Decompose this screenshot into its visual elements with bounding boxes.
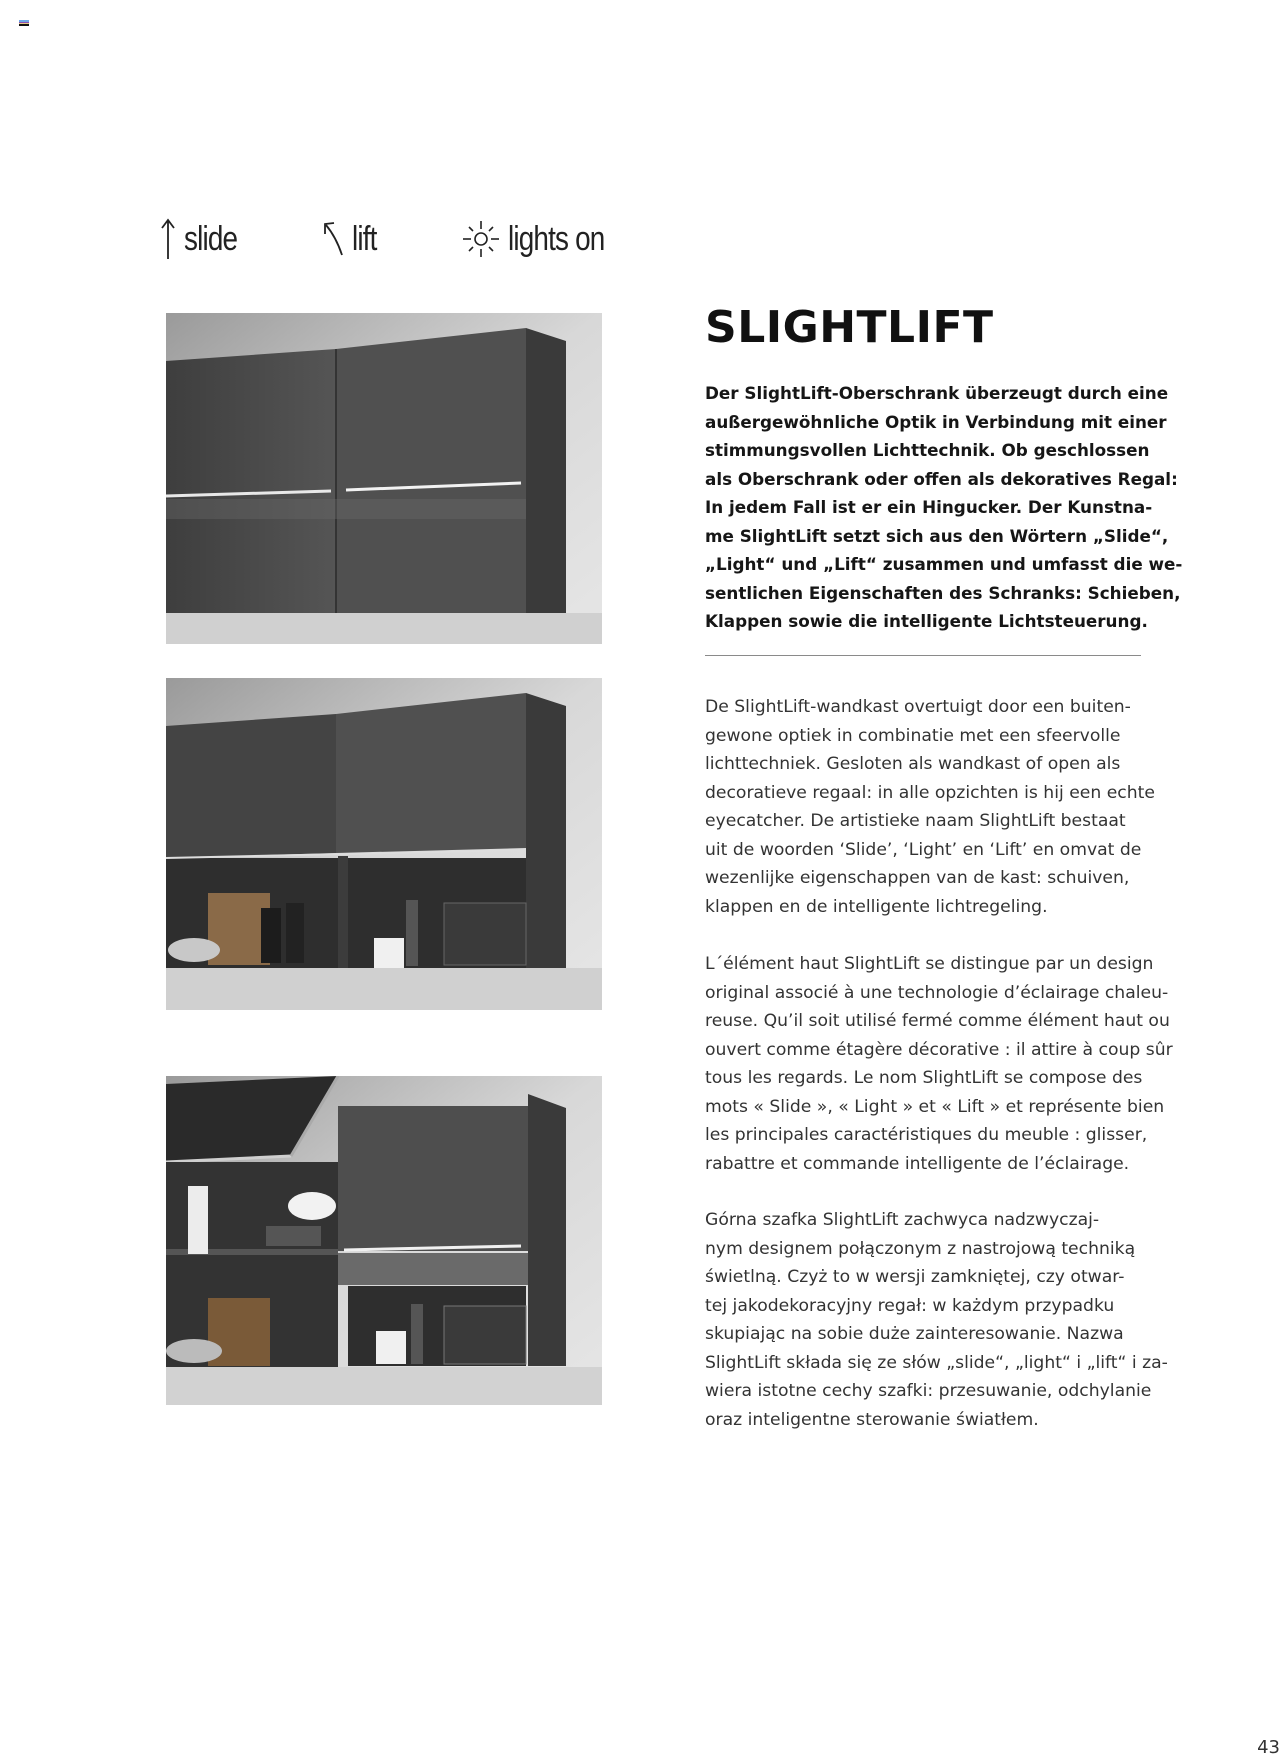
text-line: skupiając na sobie duże zainteresowanie. Nazwa [705, 1324, 1124, 1344]
text-line: tous les regards. Le nom SlightLift se compose des [705, 1068, 1143, 1088]
text-line: De SlightLift-wandkast overtuigt door een buiten- [705, 697, 1131, 717]
text-line: stimmungsvollen Lichttechnik. Ob geschlossen [705, 440, 1150, 460]
text-line: original associé à une technologie d’éclairage chaleu- [705, 982, 1169, 1003]
feature-lights-on [462, 214, 626, 264]
text-line: SlightLift składa się ze słów „slide“, „light“ i „lift“ i za- [705, 1352, 1168, 1373]
text-line: klappen en de intelligente lichtregeling. [705, 896, 1048, 917]
text-line: sentlichen Eigenschaften des Schranks: Schieben, [705, 582, 1181, 603]
cabinet-photo-open-lower [166, 678, 602, 1010]
feature-label: slide [184, 219, 238, 258]
text-line: ouvert comme étagère décorative : il attire à coup sûr [705, 1039, 1173, 1060]
feature-label: lights on [508, 219, 605, 258]
arrow-up-left-icon [322, 219, 344, 259]
text-line: rabattre et commande intelligente de l’éclairage. [705, 1153, 1130, 1174]
section-divider [705, 655, 1141, 656]
text-line: me SlightLift setzt sich aus den Wörtern „Slide“, [705, 525, 1169, 546]
text-line: decoratieve regaal: in alle opzichten is hij een echte [705, 782, 1155, 803]
cabinet-photo-closed [166, 313, 602, 644]
text-line: Górna szafka SlightLift zachwyca nadzwyczaj- [705, 1210, 1100, 1230]
text-line: als Oberschrank oder offen als dekoratives Regal: [705, 468, 1178, 489]
text-line: Klappen sowie die intelligente Lichtsteuerung. [705, 611, 1148, 631]
text-line: reuse. Qu’il soit utilisé fermé comme élément haut ou [705, 1011, 1170, 1031]
text-line: wiera istotne cechy szafki: przesuwanie, odchylanie [705, 1381, 1152, 1401]
text-line: mots « Slide », « Light » et « Lift » et représente bien [705, 1096, 1165, 1117]
text-line: L´élément haut SlightLift se distingue par un design [705, 954, 1154, 974]
text-line: oraz inteligentne sterowanie światłem. [705, 1409, 1039, 1430]
french-paragraph [705, 950, 1173, 1178]
text-line: „Light“ und „Lift“ zusammen und umfasst die we- [705, 554, 1183, 574]
text-line: außergewöhnliche Optik in Verbindung mit einer [705, 411, 1167, 432]
text-line: gewone optiek in combinatie met een sfeervolle [705, 725, 1121, 746]
page-title: SLIGHTLIFT [705, 302, 994, 353]
corner-color-mark-icon [19, 20, 29, 28]
arrow-up-icon [160, 218, 176, 260]
text-line: In jedem Fall ist er ein Hingucker. Der Kunstna- [705, 497, 1153, 517]
sun-icon [462, 220, 500, 258]
cabinet-photo-lift-open [166, 1076, 602, 1405]
feature-lift [322, 214, 382, 264]
text-line: nym designem połączonym z nastrojową techniką [705, 1238, 1136, 1259]
text-line: tej jakodekoracyjny regał: w każdym przypadku [705, 1295, 1115, 1316]
text-line: świetlną. Czyż to w wersji zamkniętej, czy otwar- [705, 1267, 1125, 1287]
german-paragraph [705, 379, 1183, 636]
text-line: eyecatcher. De artistieke naam SlightLift bestaat [705, 811, 1126, 831]
polish-paragraph [705, 1206, 1168, 1434]
page-number: 43 [1257, 1737, 1280, 1758]
text-line: lichttechniek. Gesloten als wandkast of open als [705, 754, 1121, 774]
feature-slide [160, 214, 249, 264]
text-line: wezenlijke eigenschappen van de kast: schuiven, [705, 868, 1130, 888]
text-line: Der SlightLift-Oberschrank überzeugt durch eine [705, 383, 1169, 403]
text-line: uit de woorden ‘Slide’, ‘Light’ en ‘Lift’ en omvat de [705, 839, 1142, 860]
text-line: les principales caractéristiques du meuble : glisser, [705, 1125, 1148, 1145]
dutch-paragraph [705, 693, 1155, 921]
feature-label: lift [352, 219, 377, 258]
